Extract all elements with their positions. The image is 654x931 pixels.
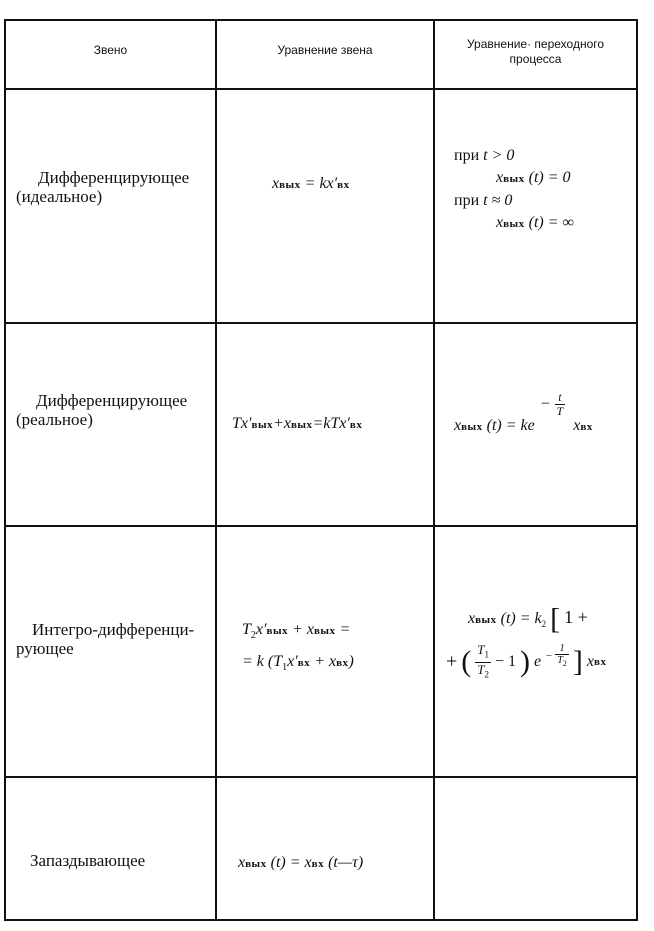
header-col-transient bbox=[435, 37, 636, 67]
row3-transient-line1 bbox=[446, 597, 606, 637]
eq-subscript: вх bbox=[297, 657, 311, 670]
row2-name-line1: Дифференцирующее bbox=[36, 391, 188, 410]
row-divider bbox=[6, 525, 636, 527]
fraction-denominator bbox=[475, 663, 491, 682]
eq-index: 2 bbox=[484, 669, 490, 680]
row3-equation-line2 bbox=[242, 649, 354, 681]
header-col-transient-line1: Уравнение· переходного bbox=[466, 37, 605, 51]
row1-transient bbox=[454, 145, 574, 235]
paren-open: ( bbox=[461, 645, 472, 679]
fraction-denominator: T bbox=[556, 404, 564, 418]
eq-symbol: (t—τ) bbox=[328, 854, 364, 871]
ratio-fraction bbox=[475, 643, 491, 681]
row3-name-line2: рующее bbox=[16, 639, 74, 658]
eq-symbol: x bbox=[454, 417, 462, 434]
eq-symbol: = kx′ bbox=[304, 175, 338, 192]
eq-symbol: = k (T bbox=[242, 653, 283, 671]
row1-transient-line2 bbox=[454, 167, 574, 190]
header-col-equation: Уравнение звена bbox=[277, 43, 373, 57]
eq-index: 2 bbox=[250, 630, 256, 642]
eq-subscript: вых bbox=[279, 179, 301, 191]
eq-symbol: x bbox=[586, 653, 595, 671]
eq-word: при bbox=[454, 147, 480, 164]
eq-symbol: =kTx′ bbox=[312, 415, 350, 432]
eq-index: 2 bbox=[541, 619, 547, 630]
exponent-fraction bbox=[555, 643, 569, 669]
row1-equation bbox=[272, 175, 350, 193]
row2-name-line2: (реальное) bbox=[16, 410, 93, 429]
eq-index: 1 bbox=[484, 649, 490, 660]
fraction-numerator bbox=[475, 643, 491, 663]
row1-name-line2: (идеальное) bbox=[16, 187, 103, 206]
eq-condition: t ≈ 0 bbox=[483, 192, 513, 209]
eq-subscript: вых bbox=[251, 419, 274, 431]
transfer-table bbox=[4, 19, 638, 921]
eq-subscript: вых bbox=[461, 421, 483, 433]
eq-symbol: x′ bbox=[287, 653, 298, 671]
eq-symbol: (t) = k bbox=[500, 610, 542, 627]
row1-transient-line4 bbox=[454, 212, 574, 235]
eq-subscript: вых bbox=[290, 419, 313, 431]
eq-symbol: e bbox=[534, 653, 542, 671]
row3-exponent bbox=[545, 643, 569, 669]
row3-name-line1: Интегро-дифференци- bbox=[32, 620, 195, 639]
eq-symbol: x bbox=[496, 169, 504, 186]
eq-subscript: вых bbox=[503, 218, 525, 230]
eq-symbol: T bbox=[477, 642, 485, 657]
row2-equation bbox=[232, 415, 362, 433]
eq-symbol: T bbox=[242, 621, 251, 638]
eq-symbol: ) bbox=[348, 653, 354, 671]
row4-link-name: Запаздывающее bbox=[30, 851, 146, 870]
eq-symbol: 1 + bbox=[564, 607, 588, 627]
eq-symbol: T bbox=[557, 655, 563, 666]
fraction-numerator: t bbox=[555, 391, 566, 405]
eq-subscript: вых bbox=[245, 858, 267, 870]
eq-symbol: + bbox=[446, 650, 458, 673]
eq-subscript: вх bbox=[580, 421, 593, 433]
row3-equation-line1 bbox=[242, 617, 354, 649]
bracket-close: ] bbox=[572, 645, 583, 679]
eq-symbol: x bbox=[272, 175, 280, 192]
eq-symbol: − 1 bbox=[495, 653, 517, 671]
row2-transient-base bbox=[454, 417, 539, 434]
eq-symbol: x bbox=[496, 214, 504, 231]
eq-subscript: вых bbox=[503, 173, 525, 185]
eq-symbol: (t) = ∞ bbox=[528, 214, 574, 231]
row3-link-name bbox=[16, 620, 194, 658]
eq-symbol: (t) = x bbox=[270, 854, 312, 871]
row2-exponent bbox=[540, 391, 565, 418]
row-divider bbox=[6, 776, 636, 778]
row4-equation bbox=[238, 854, 363, 872]
row2-transient-tail bbox=[573, 417, 593, 434]
eq-symbol: + x bbox=[314, 653, 337, 671]
eq-subscript: вх bbox=[337, 179, 350, 191]
row3-transient-line2 bbox=[446, 643, 606, 681]
column-divider bbox=[215, 21, 217, 919]
eq-index: 1 bbox=[282, 662, 288, 674]
row2-link-name bbox=[16, 391, 187, 429]
eq-symbol: + x bbox=[292, 621, 314, 638]
eq-symbol: x′ bbox=[255, 621, 267, 638]
eq-condition: t > 0 bbox=[483, 147, 515, 164]
row3-equation bbox=[242, 617, 354, 681]
header-col-transient-line2: процесса bbox=[509, 52, 562, 66]
eq-subscript: вых bbox=[475, 614, 497, 626]
eq-symbol: x bbox=[468, 610, 476, 627]
eq-symbol: x bbox=[573, 417, 581, 434]
eq-subscript: вх bbox=[336, 657, 349, 670]
bracket-open: [ bbox=[550, 602, 561, 636]
eq-word: при bbox=[454, 192, 480, 209]
row-divider bbox=[6, 322, 636, 324]
eq-symbol: − bbox=[545, 650, 553, 662]
eq-symbol: (t) = ke bbox=[486, 417, 535, 434]
exponent-fraction bbox=[555, 391, 566, 418]
eq-subscript: вых bbox=[266, 625, 289, 637]
row2-transient bbox=[454, 390, 593, 434]
eq-symbol: − bbox=[539, 395, 551, 413]
eq-symbol: +x bbox=[273, 415, 291, 432]
eq-symbol: (t) = 0 bbox=[528, 169, 571, 186]
eq-subscript: вх bbox=[349, 419, 363, 431]
row-divider bbox=[6, 88, 636, 90]
fraction-denominator bbox=[555, 655, 569, 669]
row3-transient bbox=[446, 597, 606, 681]
eq-symbol: = bbox=[339, 621, 351, 638]
row1-link-name bbox=[16, 168, 189, 206]
row1-transient-line1 bbox=[454, 145, 574, 167]
paren-close: ) bbox=[520, 645, 531, 679]
eq-symbol: T bbox=[477, 661, 485, 677]
eq-subscript: вх bbox=[311, 858, 325, 870]
fraction-numerator: 1 bbox=[555, 643, 569, 655]
row1-name-line1: Дифференцирующее bbox=[38, 168, 190, 187]
column-divider bbox=[433, 21, 435, 919]
eq-index: 2 bbox=[562, 659, 567, 668]
eq-subscript: вых bbox=[313, 625, 336, 637]
eq-symbol: Tx′ bbox=[232, 415, 252, 432]
eq-symbol: x bbox=[238, 854, 246, 871]
row1-transient-line3 bbox=[454, 190, 574, 212]
eq-subscript: вх bbox=[594, 656, 607, 669]
header-col-link: Звено bbox=[93, 43, 128, 57]
